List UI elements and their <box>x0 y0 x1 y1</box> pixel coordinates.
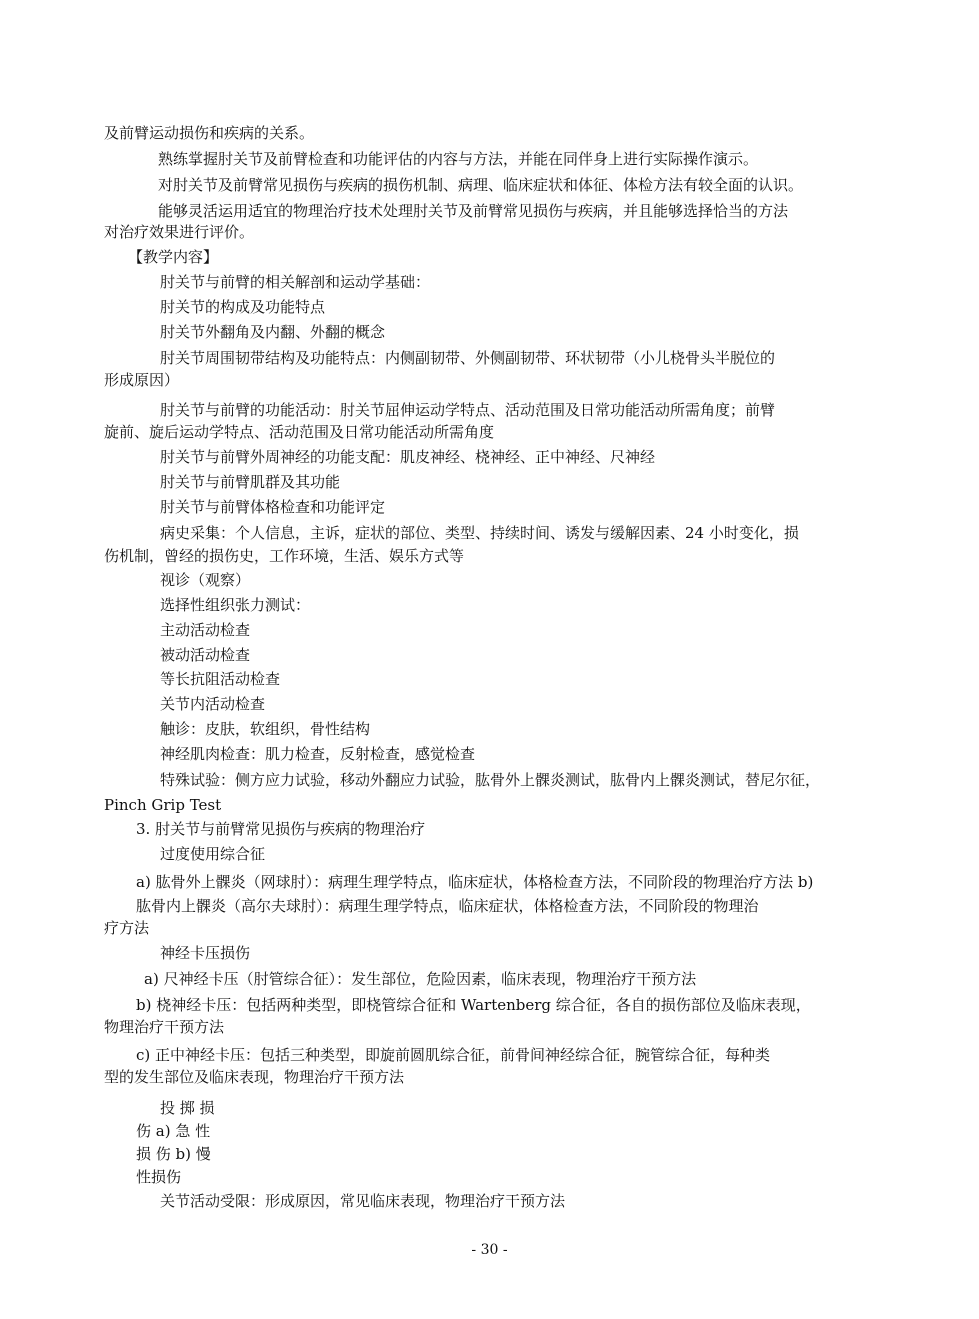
text-line: 肘关节与前臂肌群及其功能 <box>160 473 341 491</box>
text-line: a) 肱骨外上髁炎（网球肘）：病理生理学特点，临床症状，体格检查方法，不同阶段的物理治疗方法 b) <box>136 873 814 891</box>
text-line: 肘关节外翻角及内翻、外翻的概念 <box>160 323 386 341</box>
text-line: 神经肌肉检查：肌力检查，反射检查，感觉检查 <box>160 745 476 763</box>
text-line: 肘关节与前臂外周神经的功能支配：肌皮神经、桡神经、正中神经、尺神经 <box>160 448 656 466</box>
text-line: 过度使用综合征 <box>160 845 266 863</box>
text-line: c) 正中神经卡压：包括三种类型，即旋前圆肌综合征，前骨间神经综合征，腕管综合征，每种类 <box>136 1046 771 1064</box>
text-line: 损 伤 b) 慢 <box>136 1145 211 1163</box>
text-line: 熟练掌握肘关节及前臂检查和功能评估的内容与方法，并能在同伴身上进行实际操作演示。 <box>158 150 759 168</box>
text-line: 伤 a) 急 性 <box>136 1122 211 1140</box>
text-line: 肘关节周围韧带结构及功能特点：内侧副韧带、外侧副韧带、环状韧带（小儿桡骨头半脱位的 <box>160 349 776 367</box>
text-line: 肘关节与前臂体格检查和功能评定 <box>160 498 386 516</box>
text-line: 旋前、旋后运动学特点、活动范围及日常功能活动所需角度 <box>104 423 495 441</box>
text-line: 型的发生部位及临床表现，物理治疗干预方法 <box>104 1068 405 1086</box>
text-line: Pinch Grip Test <box>104 796 222 814</box>
text-line: 特殊试验：侧方应力试验，移动外翻应力试验，肱骨外上髁炎测试，肱骨内上髁炎测试，替尼尔征， <box>160 771 821 789</box>
text-line: 神经卡压损伤 <box>160 944 251 962</box>
text-line: 及前臂运动损伤和疾病的关系。 <box>104 124 315 142</box>
text-line: 投 掷 损 <box>160 1099 215 1117</box>
section-heading: 【教学内容】 <box>128 248 219 266</box>
text-line: 3. 肘关节与前臂常见损伤与疾病的物理治疗 <box>136 820 426 838</box>
text-line: 对肘关节及前臂常见损伤与疾病的损伤机制、病理、临床症状和体征、体检方法有较全面的认识。 <box>158 176 804 194</box>
text-line: 伤机制，曾经的损伤史，工作环境，生活、娱乐方式等 <box>104 547 465 565</box>
page-number: - 30 - <box>471 1242 508 1258</box>
text-line: a) 尺神经卡压（肘管综合征）：发生部位，危险因素，临床表现，物理治疗干预方法 <box>144 970 697 988</box>
text-line: 对治疗效果进行评价。 <box>104 223 255 241</box>
text-line: 形成原因） <box>104 371 180 389</box>
text-line: 关节内活动检查 <box>160 695 266 713</box>
text-line: b) 桡神经卡压：包括两种类型，即桡管综合征和 Wartenberg 综合征，各自的损伤部位及临床表现， <box>136 996 811 1014</box>
text-line: 疗方法 <box>104 919 150 937</box>
text-line: 能够灵活运用适宜的物理治疗技术处理肘关节及前臂常见损伤与疾病，并且能够选择恰当的方法 <box>158 202 789 220</box>
text-line: 选择性组织张力测试： <box>160 596 311 614</box>
text-line: 病史采集：个人信息，主诉，症状的部位、类型、持续时间、诱发与缓解因素、24 小时变化，损 <box>160 524 799 542</box>
text-line: 等长抗阻活动检查 <box>160 670 281 688</box>
text-line: 视诊（观察） <box>160 571 251 589</box>
text-line: 主动活动检查 <box>160 621 251 639</box>
text-line: 肘关节与前臂的功能活动：肘关节屈伸运动学特点、活动范围及日常功能活动所需角度；前臂 <box>160 401 776 419</box>
text-line: 性损伤 <box>136 1168 182 1186</box>
text-line: 肘关节的构成及功能特点 <box>160 298 326 316</box>
text-line: 关节活动受限：形成原因，常见临床表现，物理治疗干预方法 <box>160 1192 566 1210</box>
text-line: 被动活动检查 <box>160 646 251 664</box>
text-line: 触诊：皮肤，软组织，骨性结构 <box>160 720 371 738</box>
text-line: 肱骨内上髁炎（高尔夫球肘）：病理生理学特点，临床症状，体格检查方法，不同阶段的物理治 <box>136 897 759 915</box>
text-line: 肘关节与前臂的相关解剖和运动学基础： <box>160 273 431 291</box>
text-line: 物理治疗干预方法 <box>104 1018 225 1036</box>
